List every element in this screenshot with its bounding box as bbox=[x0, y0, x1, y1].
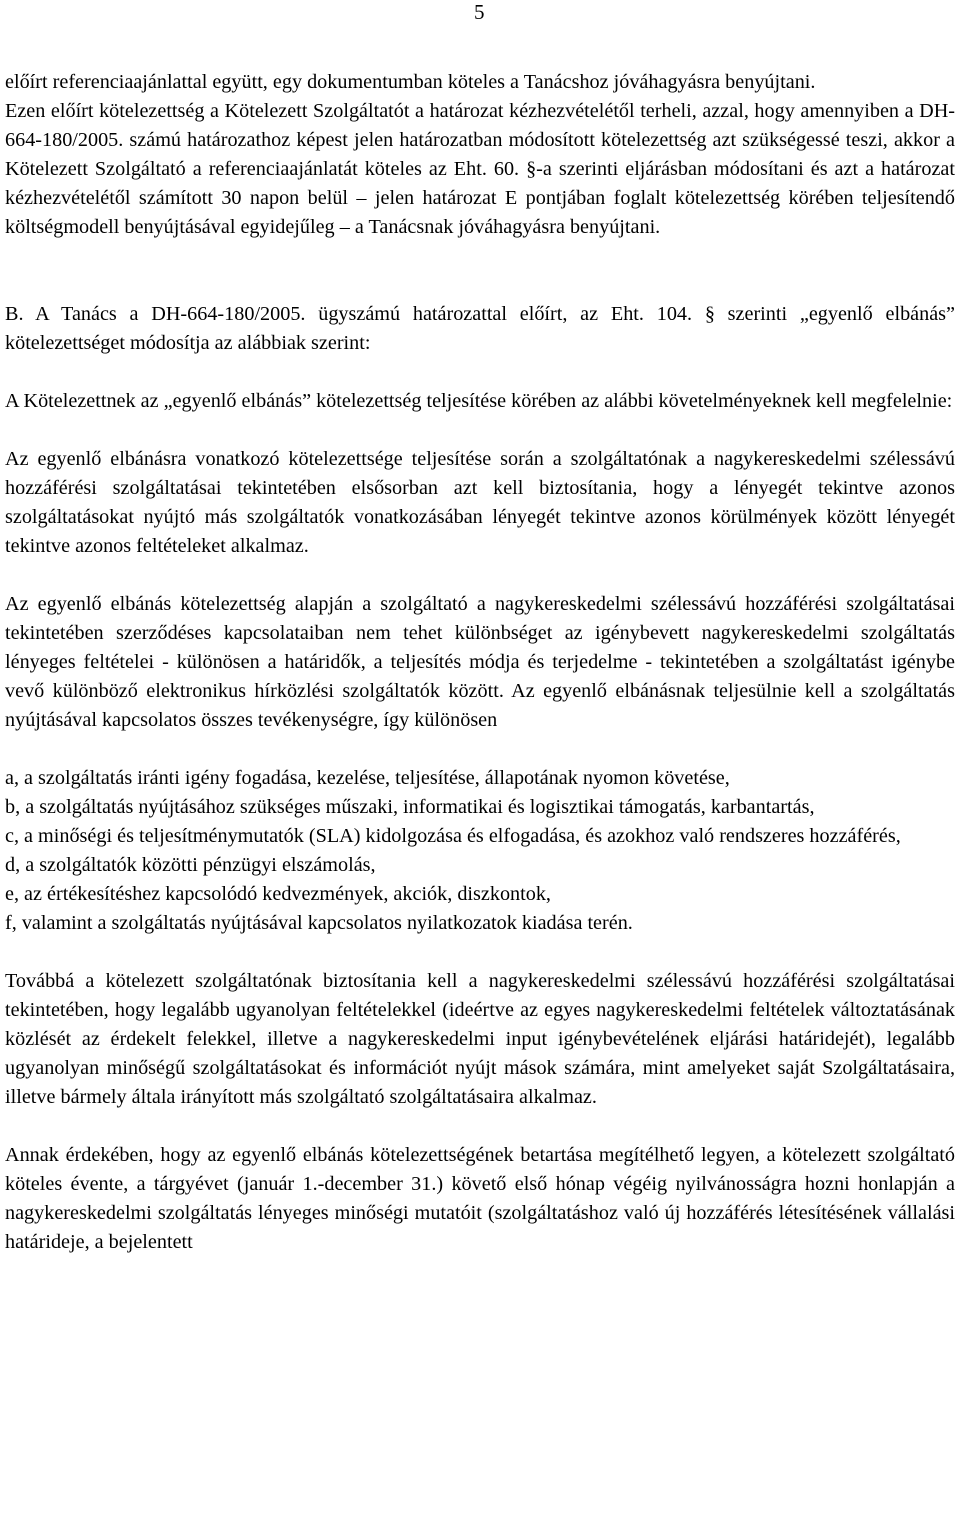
document-body bbox=[5, 68, 955, 1257]
activity-list bbox=[5, 764, 955, 938]
list-item: a, a szolgáltatás iránti igény fogadása, kezelése, teljesítése, állapotának nyomon követése, bbox=[5, 767, 730, 789]
paragraph-publication: Annak érdekében, hogy az egyenlő elbánás kötelezettségének betartása megítélhető legyen, a kötelezett szolgáltató köteles évente, a tárgyévet (január 1.-december 31.) követő első hónap végéig nyilvánosságra hozni honlapján a nagykereskedelmi szolgáltatás lényeges minőségi mutatóit (szolgáltatáshoz való új hozzáférés létesítésének vállalási határideje, a bejelentett bbox=[5, 1144, 955, 1253]
paragraph-obligation: Ezen előírt kötelezettség a Kötelezett Szolgáltatót a határozat kézhezvételétől terheli, azzal, hogy amennyiben a DH-664-180/2005. számú határozathoz képest jelen határozatban módosított kötelezettség azt szükségessé teszi, akkor a Kötelezett Szolgáltató a referenciaajánlatát köteles az Eht. 60. §-a szerinti eljárásban módosítani és azt a határozat kézhezvételétől számított 30 napon belül – jelen határozat E pontjában foglalt kötelezettség körében teljesítendő költségmodell benyújtásával egyidejűleg – a Tanácsnak jóváhagyásra benyújtani. bbox=[5, 100, 955, 238]
paragraph-intro: előírt referenciaajánlattal együtt, egy dokumentumban köteles a Tanácshoz jóváhagyásra benyújtani. bbox=[5, 71, 816, 93]
paragraph-equal-treatment-basis: Az egyenlő elbánás kötelezettség alapján a szolgáltató a nagykereskedelmi szélessávú hozzáférési szolgáltatásai tekintetében szerződéses kapcsolataiban nem tehet különbséget az igénybevett nagykereskedelmi szolgáltatás lényeges feltételei - különösen a határidők, a teljesítés módja és terjedelme - tekintetében a szolgáltatást igénybe vevő különböző elektronikus hírközlési szolgáltatók között. Az egyenlő elbánásnak teljesülnie kell a szolgáltatás nyújtásával kapcsolatos összes tevékenységre, így különösen bbox=[5, 593, 955, 731]
paragraph-equal-treatment: Az egyenlő elbánásra vonatkozó kötelezettsége teljesítése során a szolgáltatónak a nagykereskedelmi szélessávú hozzáférési szolgáltatásai tekintetében elsősorban azt kell biztosítania, hogy a lényegét tekintve azonos szolgáltatásokat nyújtó más szolgáltatók vonatkozásában lényegét tekintve azonos körülmények között lényegét tekintve azonos feltételeket alkalmaz. bbox=[5, 448, 955, 557]
list-item: f, valamint a szolgáltatás nyújtásával kapcsolatos nyilatkozatok kiadása terén. bbox=[5, 912, 633, 934]
list-item: c, a minőségi és teljesítménymutatók (SLA) kidolgozása és elfogadása, és azokhoz való rendszeres hozzáférés, bbox=[5, 825, 901, 847]
list-item: d, a szolgáltatók közötti pénzügyi elszámolás, bbox=[5, 854, 376, 876]
paragraph-requirements: A Kötelezettnek az „egyenlő elbánás” kötelezettség teljesítése körében az alábbi követelményeknek kell megfelelnie: bbox=[5, 390, 953, 412]
paragraph-section-b: B. A Tanács a DH-664-180/2005. ügyszámú határozattal előírt, az Eht. 104. § szerinti „egyenlő elbánás” kötelezettséget módosítja az alábbiak szerint: bbox=[5, 303, 955, 354]
list-item: b, a szolgáltatás nyújtásához szükséges műszaki, informatikai és logisztikai támogatás, karbantartás, bbox=[5, 796, 815, 818]
list-item: e, az értékesítéshez kapcsolódó kedvezmények, akciók, diszkontok, bbox=[5, 883, 551, 905]
paragraph-furthermore: Továbbá a kötelezett szolgáltatónak biztosítania kell a nagykereskedelmi szélessávú hozzáférési szolgáltatásai tekintetében, hogy legalább ugyanolyan feltételekkel (ideértve az egyes nagykereskedelmi feltételek változtatásának közlését az érdekelt felekkel, illetve a nagykereskedelmi input igénybevételének eljárási határidejét), legalább ugyanolyan minőségű szolgáltatásokat és információt nyújt mások számára, mint amelyeket saját Szolgáltatásaira, illetve bármely általa irányított más szolgáltató szolgáltatásaira alkalmaz. bbox=[5, 970, 955, 1108]
page-number: 5 bbox=[474, 0, 485, 24]
